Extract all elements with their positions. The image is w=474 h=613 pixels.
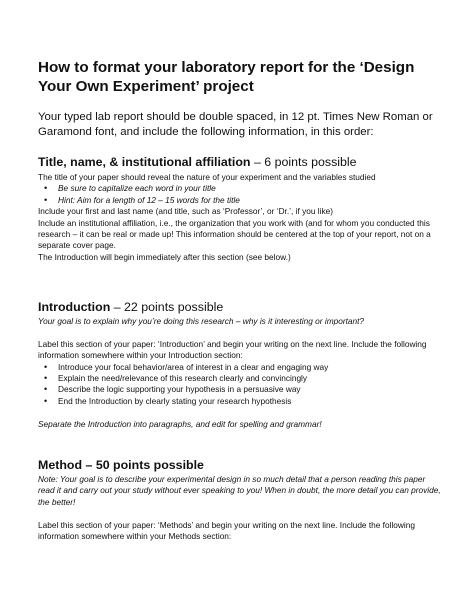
paragraph: Label this section of your paper: ‘Methods’ and begin your writing on the next line. Include the following information somewhere within your Methods section: (38, 519, 415, 542)
intro-paragraph: Your typed lab report should be double spaced, in 12 pt. Times New Roman or Garamond font, and include the following information, in this order: (38, 111, 433, 138)
list-item: • End the Introduction by clearly stating your research hypothesis (38, 396, 442, 407)
paragraph: The Introduction will begin immediately after this section (see below.) (38, 251, 291, 262)
section-heading-text: Introduction (38, 300, 111, 314)
paragraph: Include an institutional affiliation, i.e., the organization that you work with (and for whom you conducted this research – it can be real or made up! This information should be centered at the top of your report, not on a separate cover page. (38, 217, 431, 251)
section-heading-title-name (38, 155, 357, 170)
section-body-method (38, 474, 442, 542)
paragraph: The title of your paper should reveal the nature of your experiment and the variables studied (38, 172, 376, 182)
list-item: • Be sure to capitalize each word in your title (38, 183, 442, 194)
paragraph: Label this section of your paper: ‘Introduction’ and begin your writing on the next line. Include the following information somewhere within your Introduction section: (38, 338, 427, 361)
list-item: • Explain the need/relevance of this research clearly and convincingly (38, 373, 442, 384)
note-text: Note: Your goal is to describe your experimental design in so much detail that a person reading this paper read it and carry out your study without ever speaking to you! When in doubt, the more detail you can provide, the better! (38, 474, 441, 507)
bullet-list (38, 183, 442, 206)
section-points: – 6 points possible (250, 155, 357, 169)
list-item: • Hint: Aim for a length of 12 – 15 words for the title (38, 195, 442, 206)
list-item: • Introduce your focal behavior/area of interest in a clear and engaging way (38, 362, 442, 373)
document-title: How to format your laboratory report for the ‘Design Your Own Experiment’ project (38, 59, 415, 95)
section-body-title-name (38, 172, 442, 263)
section-body-introduction (38, 316, 442, 430)
note-text: Separate the Introduction into paragraphs, and edit for spelling and grammar! (38, 418, 322, 429)
section-points: – 22 points possible (110, 300, 224, 314)
section-heading-text: Title, name, & institutional affiliation (38, 155, 251, 169)
section-heading-introduction (38, 300, 223, 315)
list-item: • Describe the logic supporting your hypothesis in a persuasive way (38, 384, 442, 395)
paragraph: Include your first and last name (and title, such as ‘Professor’, or ‘Dr.’, if you like) (38, 206, 333, 217)
section-heading-method (38, 458, 204, 473)
section-points: – 50 points possible (82, 458, 204, 472)
section-heading-text: Method (38, 458, 83, 472)
bullet-list (38, 362, 442, 408)
goal-text: Your goal is to explain why you’re doing this research – why is it interesting or important? (38, 316, 365, 326)
